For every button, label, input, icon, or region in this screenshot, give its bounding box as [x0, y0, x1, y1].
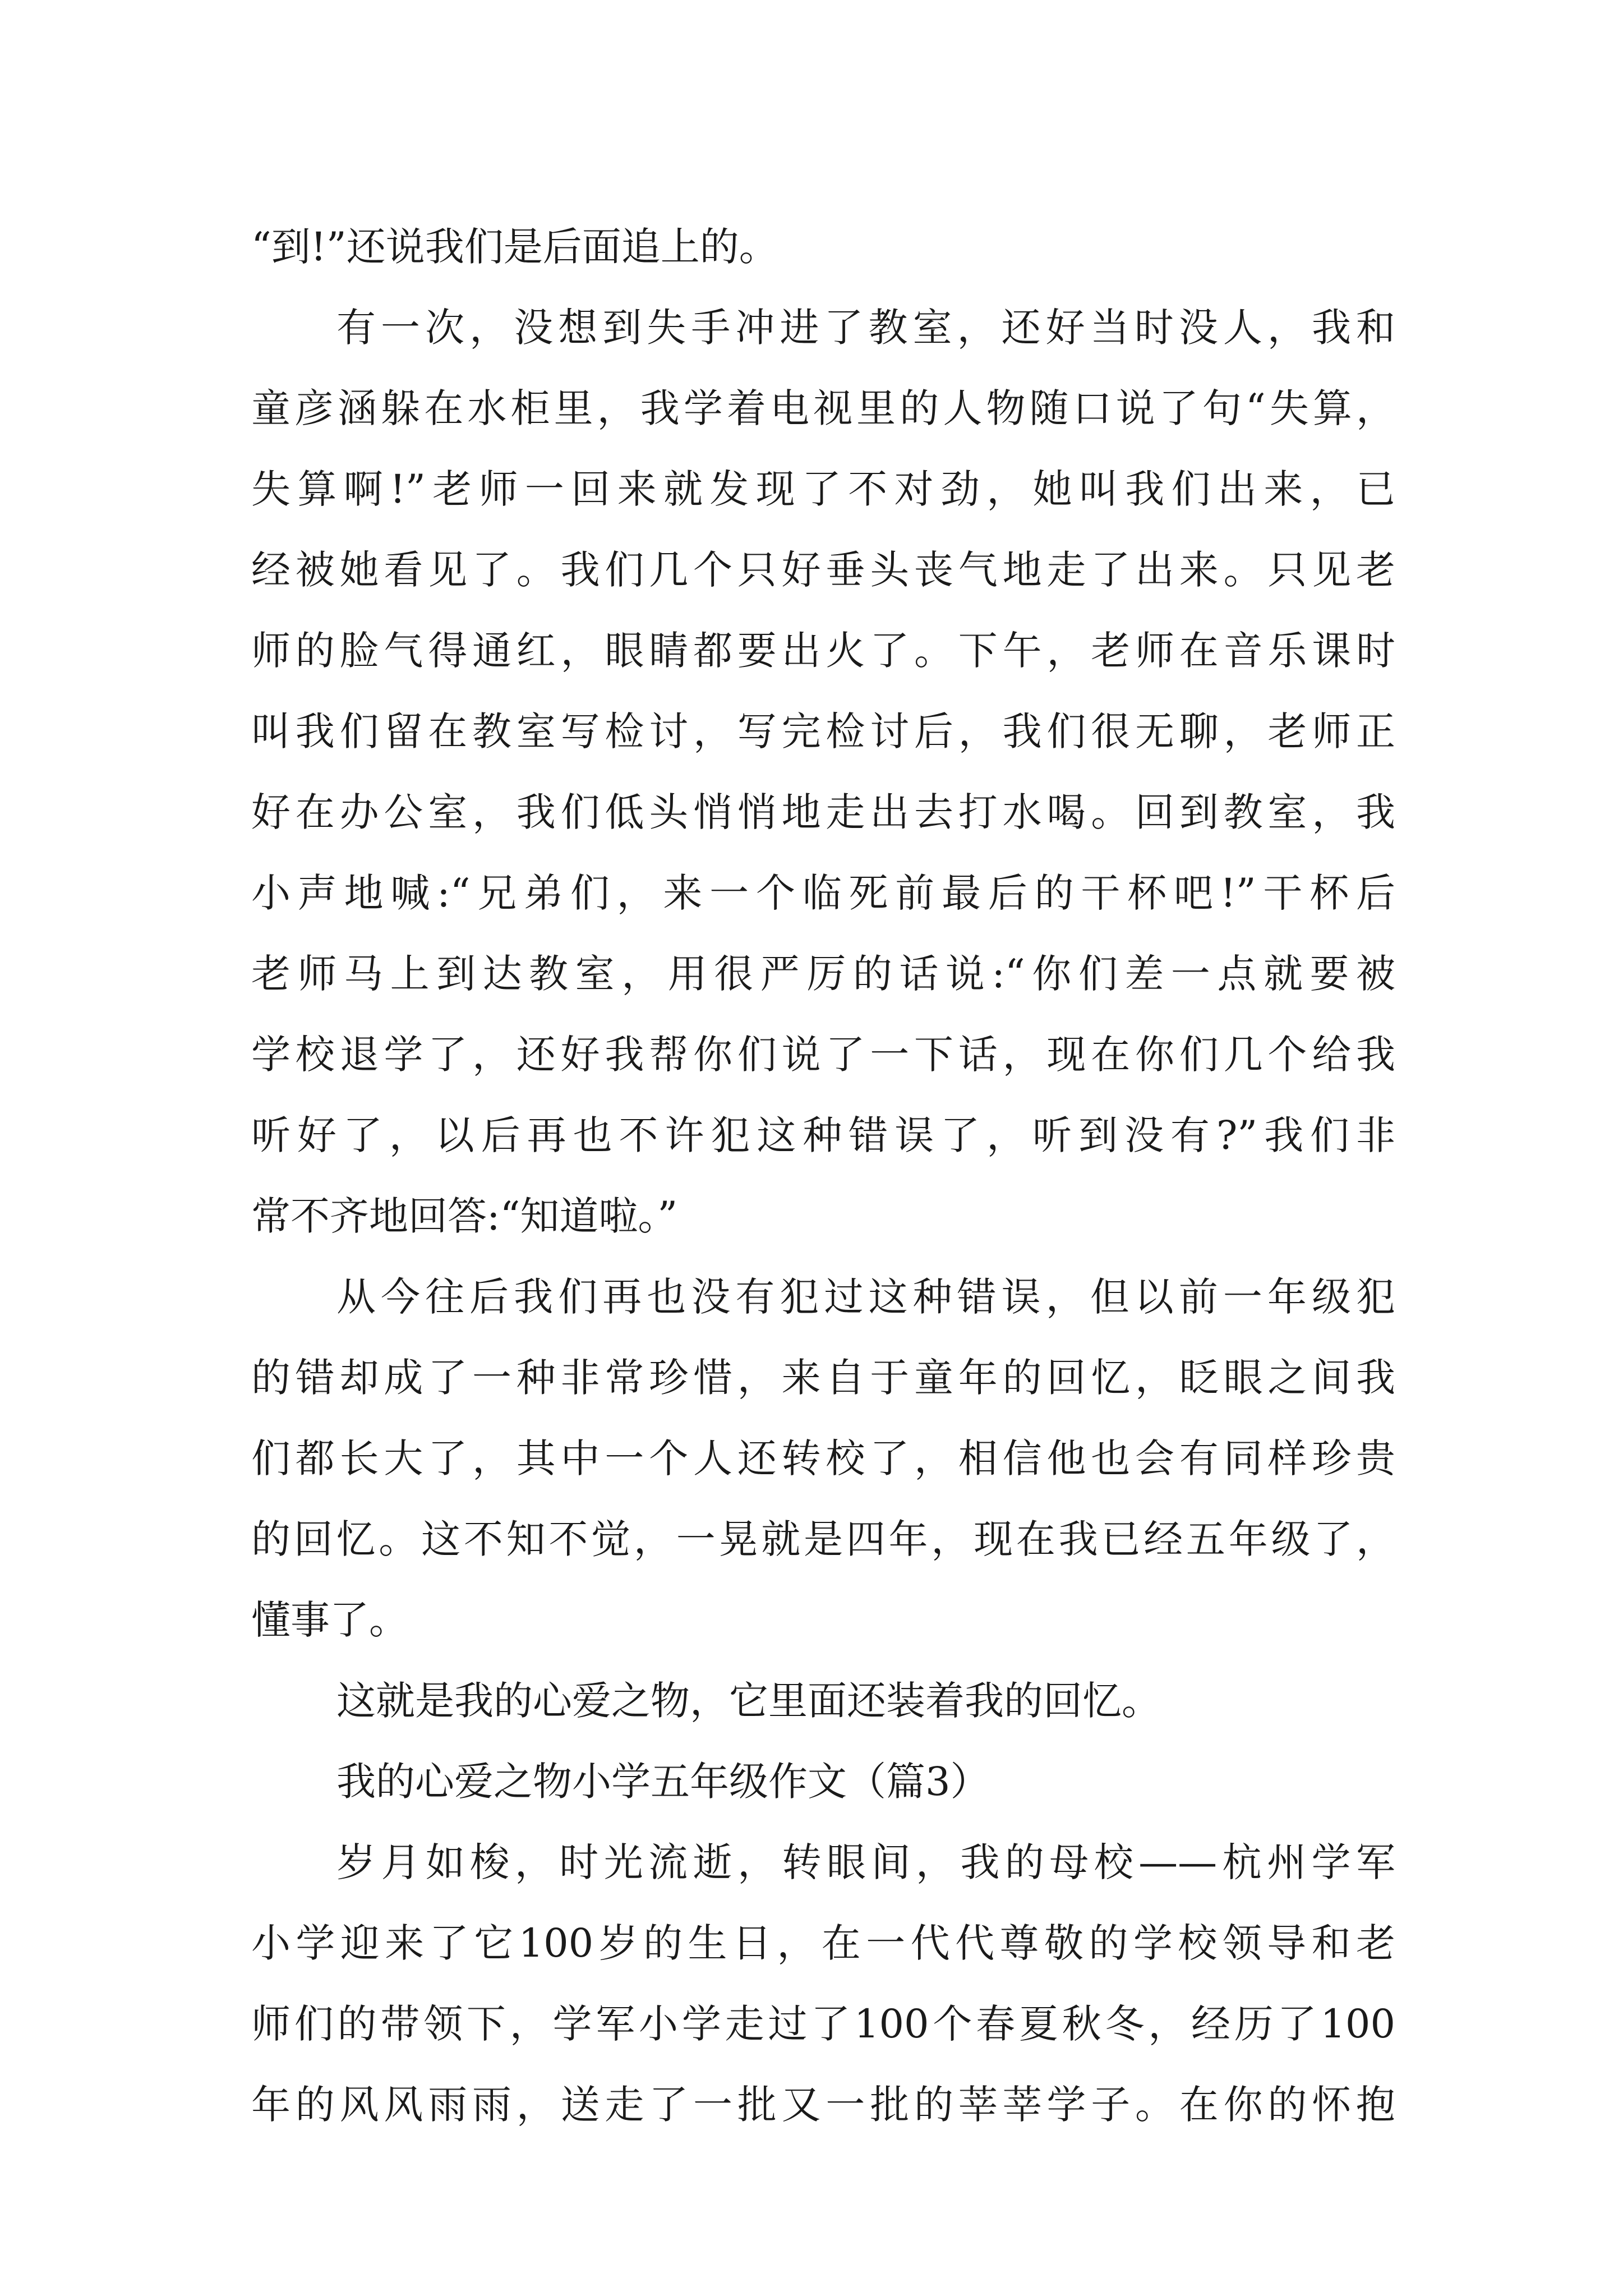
text-line: 叫我们留在教室写检讨，写完检讨后，我们很无聊，老师正 [251, 708, 1395, 754]
text-line: 老师马上到达教室，用很严厉的话说:“你们差一点就要被 [251, 951, 1395, 997]
text-line: 们都长大了，其中一个人还转校了，相信他也会有同样珍贵 [251, 1435, 1395, 1481]
text-line: 这就是我的心爱之物，它里面还装着我的回忆。 [336, 1678, 1161, 1724]
text-line: 年的风风雨雨，送走了一批又一批的莘莘学子。在你的怀抱 [251, 2082, 1395, 2128]
text-line: 好在办公室，我们低头悄悄地走出去打水喝。回到教室，我 [251, 789, 1395, 835]
text-line: 的回忆。这不知不觉，一晃就是四年，现在我已经五年级了， [251, 1516, 1395, 1562]
text-line: 有一次，没想到失手冲进了教室，还好当时没人，我和 [336, 305, 1395, 351]
text-line: “到!”还说我们是后面追上的。 [251, 224, 778, 270]
text-line: 懂事了。 [251, 1597, 408, 1643]
text-line: 我的心爱之物小学五年级作文（篇3） [336, 1759, 990, 1805]
text-line: 师们的带领下，学军小学走过了100个春夏秋冬，经历了100 [251, 2001, 1395, 2047]
text-line: 常不齐地回答:“知道啦。” [251, 1193, 678, 1239]
text-line: 学校退学了，还好我帮你们说了一下话，现在你们几个给我 [251, 1032, 1395, 1078]
text-line: 的错却成了一种非常珍惜，来自于童年的回忆，眨眼之间我 [251, 1355, 1395, 1401]
text-line: 经被她看见了。我们几个只好垂头丧气地走了出来。只见老 [251, 547, 1395, 593]
text-line: 失算啊!”老师一回来就发现了不对劲，她叫我们出来，已 [251, 466, 1395, 512]
text-line: 从今往后我们再也没有犯过这种错误，但以前一年级犯 [336, 1274, 1395, 1320]
text-line: 童彦涵躲在水柜里，我学着电视里的人物随口说了句“失算， [251, 385, 1395, 431]
document-body [251, 206, 1395, 2145]
text-line: 岁月如梭，时光流逝，转眼间，我的母校——杭州学军 [336, 1839, 1395, 1885]
text-line: 小学迎来了它100岁的生日，在一代代尊敬的学校领导和老 [251, 1920, 1395, 1966]
text-line: 师的脸气得通红，眼睛都要出火了。下午，老师在音乐课时 [251, 628, 1395, 674]
text-line: 小声地喊:“兄弟们，来一个临死前最后的干杯吧!”干杯后 [251, 870, 1395, 916]
text-line: 听好了，以后再也不许犯这种错误了，听到没有?”我们非 [251, 1112, 1395, 1158]
